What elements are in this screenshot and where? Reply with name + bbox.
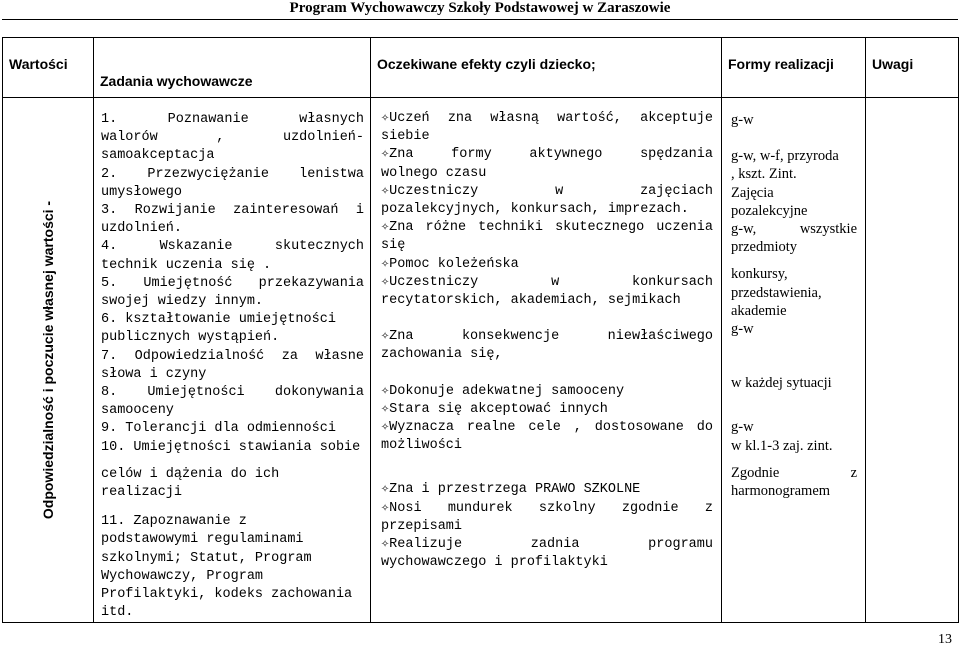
diamond-icon: ✧ (381, 183, 390, 199)
form-line: g-w, w-f, przyroda (731, 148, 839, 165)
form-line: w kl.1-3 zaj. zint. (731, 437, 833, 454)
effect-line: ✧Zna formy aktywnego spędzania (381, 147, 713, 163)
diamond-icon: ✧ (381, 274, 390, 290)
task-line: Profilaktyki, kodeks zachowania itd. (101, 587, 353, 621)
task-line: 11. Zapoznawanie z (101, 514, 247, 530)
task-line: 6. kształtowanie umiejętności (101, 312, 336, 328)
task-line: 5. Umiejętność przekazywania (101, 275, 364, 291)
form-line: przedmioty (731, 239, 798, 256)
task-line: technik uczenia się . (101, 257, 272, 273)
value-cell (3, 98, 94, 623)
task-line: samoakceptacja (101, 148, 215, 164)
effect-line: się (381, 238, 406, 254)
effect-line: ✧Pomoc koleżeńska (381, 256, 519, 272)
diamond-icon: ✧ (381, 383, 390, 399)
form-line: g-w (731, 112, 754, 128)
tasks-cell (94, 98, 371, 623)
task-line: publicznych wystąpień. (101, 330, 280, 346)
effect-line: recytatorskich, akademiach, sejmikach (381, 293, 681, 309)
title-rule (2, 19, 958, 20)
task-line: słowa i czyny (101, 366, 207, 382)
form-line: g-w, wszystkie (731, 221, 857, 238)
header-forms: Formy realizacji (722, 38, 866, 98)
effects-cell (371, 98, 722, 623)
task-line: 3. Rozwijanie zainteresowań i (101, 203, 364, 219)
program-table (2, 37, 959, 623)
form-line: konkursy, (731, 266, 788, 283)
header-notes: Uwagi (866, 38, 959, 98)
form-line: akademie (731, 302, 787, 319)
task-line: samooceny (101, 403, 174, 419)
task-line: swojej wiedzy innym. (101, 294, 264, 310)
task-line: Wychowawczy, Program (101, 568, 264, 584)
form-line: g-w (731, 321, 754, 338)
task-line: 10. Umiejętności stawiania sobie (101, 439, 361, 455)
effect-line: ✧Stara się akceptować innych (381, 401, 608, 417)
effect-line: ✧Uczeń zna własną wartość, akceptuje (381, 111, 713, 126)
diamond-icon: ✧ (381, 537, 390, 553)
task-line: 1. Poznawanie własnych (101, 112, 364, 127)
task-line: walorów , uzdolnień- (101, 130, 364, 146)
effect-line: wolnego czasu (381, 165, 487, 181)
form-line: g-w (731, 419, 754, 436)
effect-line: ✧Zna konsekwencje niewłaściwego (381, 329, 713, 345)
effect-line: ✧Uczestniczy w konkursach (381, 274, 713, 290)
diamond-icon: ✧ (381, 401, 390, 417)
task-line: 9. Tolerancji dla odmienności (101, 421, 336, 437)
form-line: , kszt. Zint. (731, 166, 797, 183)
effect-line: ✧Wyznacza realne cele , dostosowane do (381, 420, 713, 436)
task-line: umysłowego (101, 184, 183, 200)
task-line: 7. Odpowiedzialność za własne (101, 348, 364, 364)
page-title: Program Wychowawczy Szkoły Podstawowej w Zaraszowie (289, 0, 671, 16)
task-line: celów i dążenia do ich realizacji (101, 466, 280, 501)
form-line: w każdej sytuacji (731, 375, 832, 392)
value-label: Odpowiedzialność i poczucie własnej wartości - (40, 201, 56, 520)
effect-line: ✧Dokonuje adekwatnej samooceny (381, 383, 625, 399)
task-line: 4. Wskazanie skutecznych (101, 239, 364, 255)
effect-line: pozalekcyjnych, konkursach, imprezach. (381, 202, 689, 218)
diamond-icon: ✧ (381, 111, 390, 126)
task-line: uzdolnień. (101, 221, 183, 237)
effect-line: siebie (381, 129, 430, 145)
task-line: szkolnymi; Statut, Program (101, 550, 312, 566)
task-line: 2. Przezwyciężanie lenistwa (101, 166, 364, 182)
header-tasks: Zadania wychowawcze (94, 38, 371, 98)
effect-line: możliwości (381, 438, 463, 454)
header-values: Wartości (3, 38, 94, 98)
page-number: 13 (938, 632, 952, 647)
form-line: pozalekcyjne (731, 202, 808, 219)
effect-line: zachowania się, (381, 347, 503, 363)
diamond-icon: ✧ (381, 500, 390, 516)
effect-line: ✧Zna różne techniki skutecznego uczenia (381, 220, 713, 236)
notes-cell (866, 98, 959, 623)
effect-line: ✧Nosi mundurek szkolny zgodnie z (381, 500, 713, 516)
header-row (3, 38, 959, 98)
diamond-icon: ✧ (381, 220, 390, 236)
forms-cell (722, 98, 866, 623)
effect-line: ✧Realizuje zadnia programu (381, 537, 713, 553)
diamond-icon: ✧ (381, 482, 390, 498)
header-effects: Oczekiwane efekty czyli dziecko; (371, 38, 722, 98)
effect-line: ✧Uczestniczy w zajęciach (381, 183, 713, 199)
form-line: przedstawienia, (731, 284, 822, 301)
diamond-icon: ✧ (381, 147, 390, 163)
diamond-icon: ✧ (381, 420, 390, 436)
diamond-icon: ✧ (381, 329, 390, 345)
form-line: Zgodnie z (731, 464, 857, 481)
form-line: harmonogramem (731, 483, 831, 500)
effect-line: wychowawczego i profilaktyki (381, 555, 608, 571)
effect-line: ✧Zna i przestrzega PRAWO SZKOLNE (381, 482, 641, 498)
content-row (3, 98, 959, 623)
form-line: Zajęcia (731, 184, 774, 201)
diamond-icon: ✧ (381, 256, 390, 272)
task-line: podstawowymi regulaminami (101, 532, 304, 548)
effect-line: przepisami (381, 518, 463, 534)
task-line: 8. Umiejętności dokonywania (101, 385, 364, 401)
